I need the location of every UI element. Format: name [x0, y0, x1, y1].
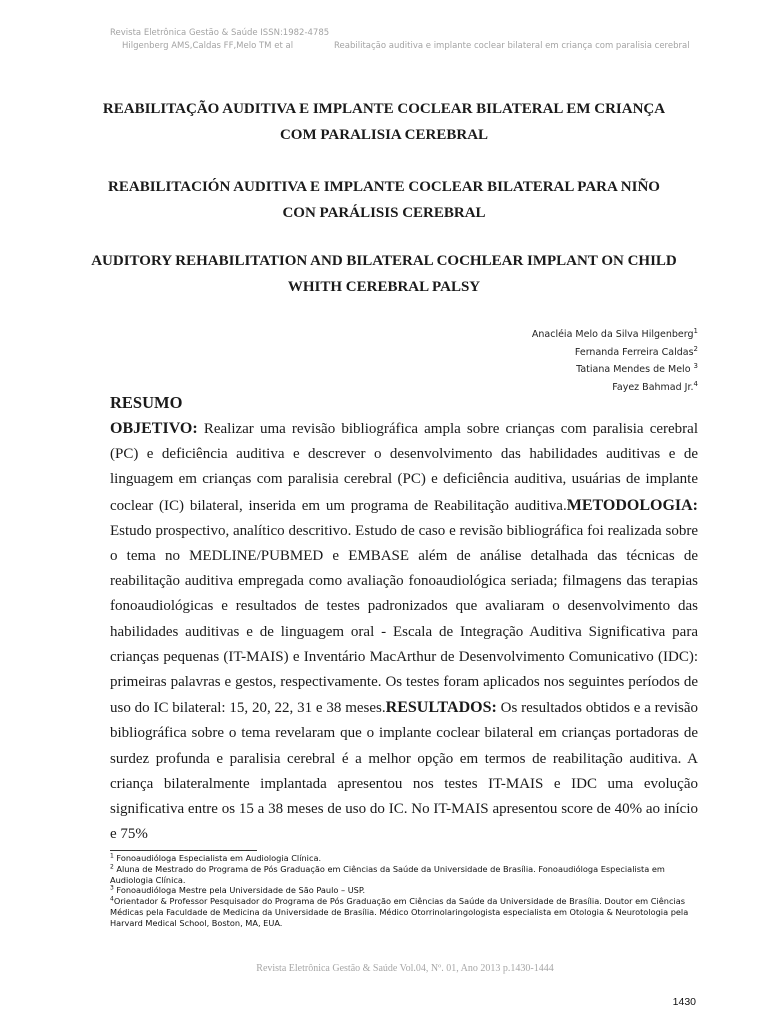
title-portuguese: REABILITAÇÃO AUDITIVA E IMPLANTE COCLEAR BILATERAL EM CRIANÇA COM PARALISIA CEREBRAL: [102, 101, 666, 143]
results-text: Os resultados obtidos e a revisão bibliográfica sobre o tema revelaram que o implante coclear bilateral em crianças portadoras de surdez profunda e paralisia cerebral é a melhor opção em termos de reabilitação auditiva. A criança bilateralmente implantada apresentou nos testes IT-MAIS e IDC uma evolução significativa entre os 15 a 38 meses de uso do IC. No IT-MAIS apresentou score de 40% ao início e 75%: [110, 700, 698, 843]
title-english: AUDITORY REHABILITATION AND BILATERAL COCHLEAR IMPLANT ON CHILD WHITH CEREBRAL PALSY: [91, 253, 677, 295]
footnotes: [110, 853, 700, 929]
author-line: [532, 379, 698, 397]
author-name: Fayez Bahmad Jr.: [612, 381, 694, 393]
author-name: Tatiana Mendes de Melo: [576, 364, 694, 375]
header-authors: Hilgenberg AMS,Caldas FF,Melo TM et al: [122, 41, 294, 51]
title-spanish: REABILITACIÓN AUDITIVA E IMPLANTE COCLEAR BILATERAL PARA NIÑO CON PARÁLISIS CEREBRAL: [108, 179, 660, 221]
page-number: 1430: [672, 996, 696, 1008]
method-text: Estudo prospectivo, analítico descritivo. Estudo de caso e revisão bibliográfica foi realizada sobre o tema no MEDLINE/PUBMED e EMBASE além de análise detalhada das técnicas de reabilitação auditiva empregada como avaliação fonoaudiológica seriada; filmagens das terapias fonoaudiológicas e resultados de testes padronizados que avaliaram o desenvolvimento das habilidades auditivas e de linguagem oral - Escala de Integração Auditiva Significativa para crianças pequenas (IT-MAIS) e Inventário MacArthur de Desenvolvimento Comunicativo (IDC): primeiras palavras e gestos, respectivamente. Os testes foram aplicados nos seguintes períodos de uso do IC bilateral: 15, 20, 22, 31 e 38 meses.: [110, 522, 698, 717]
footnote-text: Fonoaudióloga Mestre pela Universidade de São Paulo – USP.: [113, 885, 366, 896]
author-line: [532, 361, 698, 379]
footnote-divider: [110, 850, 257, 851]
author-affiliation-mark: 3: [693, 361, 698, 370]
author-affiliation-mark: 1: [693, 326, 698, 335]
footnote-mark: 3: [110, 884, 114, 892]
footnote: [110, 885, 700, 896]
method-label: METODOLOGIA:: [566, 496, 698, 514]
footnote-mark: 4: [110, 895, 114, 903]
author-affiliation-mark: 2: [693, 344, 698, 353]
author-name: Anacléia Melo da Silva Hilgenberg: [531, 329, 694, 340]
footnote: [110, 864, 700, 886]
header-journal-issn: Revista Eletrônica Gestão & Saúde ISSN:1982-4785: [110, 28, 330, 38]
author-line: [532, 326, 698, 344]
footnote-text: Orientador & Professor Pesquisador do Programa de Pós Graduação em Ciências da Saúde da Universidade de Brasília. Doutor em Ciências Médicas pela Faculdade de Medicina da Universidade de Brasília. Médico Otorrinolaringologista especialista em Otologia & Neurotologia pela Harvard Medical School, Boston, MA, EUA.: [110, 896, 689, 928]
abstract-heading: RESUMO: [110, 393, 183, 412]
footnote-mark: 2: [110, 863, 114, 871]
footnote: [110, 853, 700, 864]
author-list: [532, 326, 698, 396]
results-label: RESULTADOS:: [385, 699, 497, 717]
footnote-mark: 1: [110, 852, 114, 860]
header-running-title: Reabilitação auditiva e implante coclear bilateral em criança com paralisia cerebral: [334, 41, 690, 51]
abstract-body: [110, 416, 698, 847]
footnote-text: Aluna de Mestrado do Programa de Pós Graduação em Ciências da Saúde da Universidade de Brasília. Fonoaudióloga Especialista em Audiologia Clínica.: [110, 863, 665, 885]
footnote: [110, 896, 700, 928]
objective-label: OBJETIVO:: [110, 420, 198, 437]
author-line: [532, 344, 698, 362]
objective-text: Realizar uma revisão bibliográfica ampla sobre crianças com paralisia cerebral (PC) e deficiência auditiva e descrever o desenvolvimento das habilidades auditivas e de linguagem em crianças com paralisia cerebral (PC) e deficiência auditiva, usuárias de implante coclear (IC) bilateral, inserida em um programa de Reabilitação auditiva.: [110, 421, 698, 514]
footnote-text: Fonoaudióloga Especialista em Audiologia Clínica.: [113, 853, 322, 863]
author-name: Fernanda Ferreira Caldas: [574, 346, 694, 358]
footer-citation: Revista Eletrônica Gestão & Saúde Vol.04, Nº. 01, Ano 2013 p.1430-1444: [256, 963, 554, 974]
author-affiliation-mark: 4: [693, 379, 698, 388]
